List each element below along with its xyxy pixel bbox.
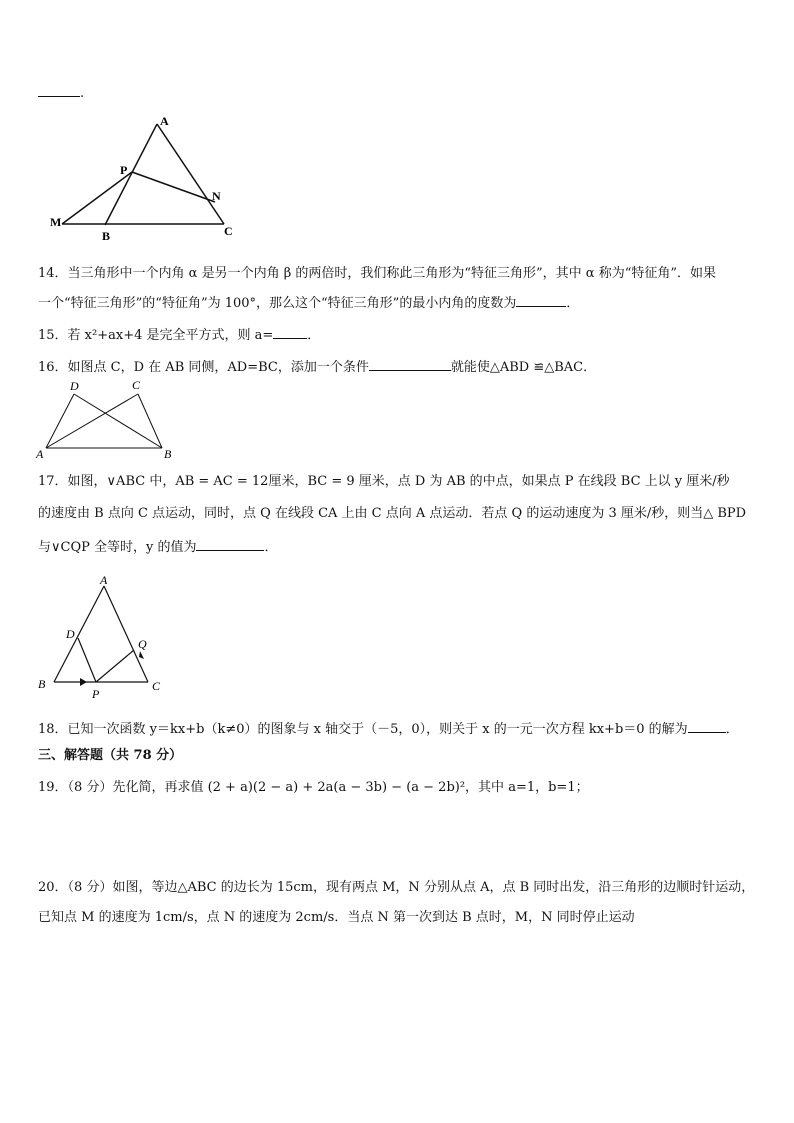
fig13-segment-pn: [132, 172, 215, 202]
fig16-label-d: D: [70, 379, 79, 393]
fig17-label-c: C: [152, 679, 161, 693]
fig13-segment-mp: [62, 172, 132, 224]
q13-blank[interactable]: [38, 84, 80, 97]
fig16-segment-bc: [138, 394, 162, 448]
fig13-segment-ab: [105, 124, 157, 225]
fig13-segment-ac: [157, 124, 224, 224]
fig16-label-b: B: [164, 447, 172, 460]
fig13-label-a: A: [160, 114, 169, 128]
fig16-segment-bd: [74, 394, 162, 448]
q15-line: 15．若 x²+ax+4 是完全平方式，则 a= ．: [38, 328, 321, 343]
q17-line3: 与∨CQP 全等时，y 的值为 ．: [38, 540, 278, 555]
q20-line2: 已知点 M 的速度为 1cm/s，点 N 的速度为 2cm/s．当点 N 第一次到达 B 点时，M，N 同时停止运动: [38, 910, 635, 925]
q17-line2: 的速度由 B 点向 C 点运动，同时，点 Q 在线段 CA 上由 C 点向 A 点运动．若点 Q 的运动速度为 3 厘米/秒，则当△ BPD: [38, 506, 747, 521]
fig17-label-p: P: [92, 687, 100, 701]
fig13-label-b: B: [102, 229, 111, 243]
q13-answer-tail: .: [38, 84, 84, 101]
fig17-label-b: B: [38, 677, 46, 691]
fig17-arrow-cq: [139, 651, 144, 659]
fig17-arrow-bp: [80, 678, 87, 686]
figure-17-isosceles-triangle: [34, 574, 174, 702]
fig13-label-m: M: [50, 215, 62, 229]
q18-blank[interactable]: [688, 720, 726, 733]
fig17-segment-ac: [104, 586, 148, 682]
fig17-label-q: Q: [138, 637, 147, 651]
q16-blank[interactable]: [369, 358, 451, 371]
q14-line2: 一个“特征三角形”的“特征角”为 100°，那么这个“特征三角形”的最小内角的度数为 ．: [38, 296, 580, 311]
q15-blank[interactable]: [273, 326, 307, 339]
section-3-title: 三、解答题（共 78 分）: [38, 748, 183, 763]
figure-16-quadrilateral: [34, 376, 184, 460]
q19-line: 19．（8 分）先化简，再求值 (2 + a)(2 − a) + 2a(a − 3b) − (a − 2b)²，其中 a=1，b=1；: [38, 780, 589, 795]
q18-line: 18．已知一次函数 y＝kx+b（k≠0）的图象与 x 轴交于（－5，0），则关于 x 的一元一次方程 kx+b＝0 的解为 ．: [38, 722, 739, 737]
fig16-label-a: A: [36, 447, 44, 460]
fig13-label-n: N: [212, 189, 221, 203]
q14-blank[interactable]: [516, 294, 566, 307]
q14-line1: 14．当三角形中一个内角 α 是另一个内角 β 的两倍时，我们称此三角形为“特征三角形”，其中 α 称为“特征角”．如果: [38, 266, 716, 281]
fig17-label-a: A: [100, 574, 108, 587]
fig17-segment-qp: [96, 650, 134, 682]
q17-line1: 17．如图，∨ABC 中，AB = AC = 12厘米，BC = 9 厘米，点 D 为 AB 的中点，如果点 P 在线段 BC 上以 y 厘米/秒: [38, 474, 730, 489]
q20-line1: 20．（8 分）如图，等边△ABC 的边长为 15cm，现有两点 M，N 分别从点 A，点 B 同时出发，沿三角形的边顺时针运动，: [38, 880, 755, 895]
fig17-label-d: D: [66, 627, 75, 641]
q17-blank[interactable]: [196, 538, 264, 551]
fig17-segment-dp: [78, 638, 96, 682]
q16-line: 16．如图点 C，D 在 AB 同侧，AD=BC，添加一个条件 就能使△ABD ≌△BAC．: [38, 360, 597, 375]
fig17-segment-ab: [54, 586, 104, 682]
figure-13-triangle: [40, 112, 250, 244]
fig16-label-c: C: [132, 378, 141, 392]
fig13-label-c: C: [224, 224, 233, 238]
fig13-label-p: P: [120, 163, 128, 177]
